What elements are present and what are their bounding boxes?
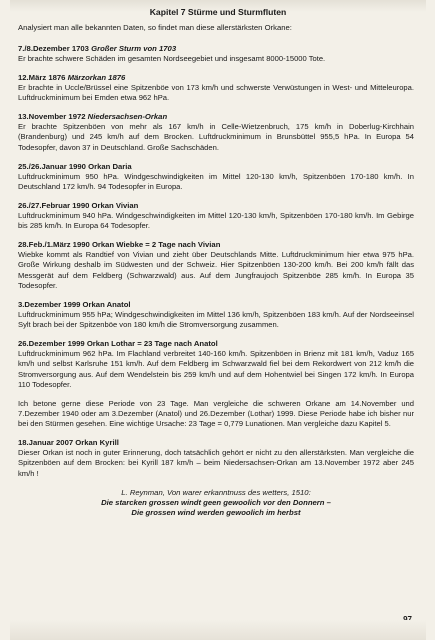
storm-text: Luftdruckminimum 962 hPa. Im Flachland verbreitet 140-160 km/h. Spitzenböen in Brienz mit 181 km/h, Vaduz 165 km/h und selbst Karlsruhe 151 km/h. Auf dem Feldberg im Schwarzwald fiel bei dem Rekordwert von 212 km/h die Stromversorgung aus. Auf dem Wendelstein bis 259 km/h und auf dem Hohentwiel bei Singen 172 km/h. In Europa 110 Todesopfer. xyxy=(18,348,414,389)
storm-name: Orkan Vivian xyxy=(91,200,139,210)
storm-heading xyxy=(18,240,414,250)
storm-date: 3.Dezember 1999 xyxy=(18,299,81,309)
storm-entry xyxy=(18,162,414,193)
storm-text: Er brachte schwere Schäden im gesamten Nordseegebiet und insgesamt 8000-15000 Tote. xyxy=(18,54,326,63)
storm-text: Wiebke kommt als Randtief von Vivian und zieht über Deutschlands Mitte. Luftdruckminimum hier etwa 975 hPa. Große Wirkung deshalb im Südwesten und der Schweiz. Hier Spitzenböen 130-200 km/h. Bei 200 km/h fällt das Messgerät auf dem Feldberg (Schwarzwald) aus. Auf dem Jungfraujoch Spitzenböe 285 km/h. In Europa 35 Todesopfer. xyxy=(18,249,414,290)
storm-name: Orkan Anatol xyxy=(82,299,131,309)
storm-date: 28.Feb./1.März 1990 xyxy=(18,239,90,249)
content xyxy=(18,44,414,519)
storm-heading xyxy=(18,112,414,122)
storm-name: Orkan Daria xyxy=(88,161,132,171)
storm-date: 13.November 1972 xyxy=(18,112,86,122)
storm-entry xyxy=(18,300,414,331)
storm-heading xyxy=(18,44,414,54)
storm-date: 26./27.Februar 1990 xyxy=(18,200,90,210)
storm-name: Großer Sturm von 1703 xyxy=(91,44,177,53)
closing-quote xyxy=(18,488,414,519)
storm-date: 7./8.Dezember 1703 xyxy=(18,44,89,53)
storm-name: Märzorkan 1876 xyxy=(67,72,126,82)
storm-heading xyxy=(18,201,414,211)
storm-heading xyxy=(18,300,414,310)
storm-heading xyxy=(18,73,414,83)
storm-entry xyxy=(18,201,414,232)
storm-date: 25./26.Januar 1990 xyxy=(18,161,86,171)
storm-entry xyxy=(18,112,414,153)
book-page xyxy=(10,0,426,640)
storm-date: 18.Januar 2007 xyxy=(18,438,74,448)
storm-text: Er brachte Spitzenböen von mehr als 167 km/h in Celle-Wietzenbruch, 175 km/h in Doberlug-Kirchhain (Brandenburg) und 245 km/h auf dem Brocken. Luftdruckminimum in Brunsbüttel 955,5 hPa. In Europa 54 Todesopfer, davon 37 in Deutschland. Große Sachschäden. xyxy=(18,122,414,152)
storm-name: Niedersachsen-Orkan xyxy=(87,112,168,122)
period-note: Ich betone gerne diese Periode von 23 Tage. Man vergleiche die schweren Orkane am 14.November und 7.Dezember 1940 oder am 3.Dezember (Anatol) und 26.Dezember (Lothar) 1999. Diese Periode habe ich bisher nur bei den Stürmen gesehen. Eine wichtige Ursache: 23 Tage = 0,779 Lunationen. Man vergleiche dazu Kapitel 5. xyxy=(18,398,414,429)
storm-text: Luftdruckminimum 955 hPa; Windgeschwindigkeiten im Mittel 136 km/h, Spitzenböen 183 km/h. Auf der Nordseeinsel Sylt brach bei der Spitzenböe von 180 km/h die Stromversorgung zusammen. xyxy=(18,309,414,330)
quote-line: Die starcken grossen windt geen gewoolich vor den Donnern – xyxy=(101,497,331,507)
storm-entry xyxy=(18,73,414,104)
storm-text: Luftdruckminimum 940 hPa. Windgeschwindigkeiten im Mittel 120-130 km/h, Spitzenböen 170-180 km/h. Im Gebirge bis 285 km/h. In Europa 64 Todesopfer. xyxy=(18,210,414,231)
chapter-header: Kapitel 7 Stürme und Sturmfluten xyxy=(149,7,287,17)
storm-heading xyxy=(18,438,414,448)
intro-text: Analysiert man alle bekannten Daten, so findet man diese allerstärksten Orkane: xyxy=(18,23,292,32)
quote-attribution: L. Reynman, Von warer erkanntnuss des wetters, 1510: xyxy=(121,487,311,497)
quote-line: Die grossen wind werden gewoolich im herbst xyxy=(131,508,301,518)
storm-date: 12.März 1876 xyxy=(18,72,66,82)
storm-text: Dieser Orkan ist noch in guter Erinnerung, doch tatsächlich gehört er nicht zu den allerstärksten. Man vergleiche die Spitzenböen auf dem Brocken: bei Kyrill 187 km/h – beim Niedersachsen-Orkan am 13.November 1972 aber 245 km/h ! xyxy=(18,448,414,478)
bleed-through-bottom xyxy=(10,620,426,640)
storm-entry xyxy=(18,44,414,64)
storm-entry xyxy=(18,438,414,479)
storm-name: Orkan Wiebke = 2 Tage nach Vivian xyxy=(91,239,221,249)
storm-heading xyxy=(18,339,414,349)
storm-entry xyxy=(18,339,414,390)
storm-entry xyxy=(18,240,414,291)
storm-name: Orkan Kyrill xyxy=(75,438,119,448)
storm-name: Orkan Lothar = 23 Tage nach Anatol xyxy=(86,338,218,348)
storm-text: Er brachte in Uccle/Brüssel eine Spitzenböe von 173 km/h und schwerste Verwüstungen in West- und Mitteleuropa. Luftdruckminimum bei Emden etwa 962 hPa. xyxy=(18,82,414,103)
storm-text: Luftdruckminimum 950 hPa. Windgeschwindigkeiten im Mittel 120-130 km/h, Spitzenböen 170-180 km/h. In Deutschland 172 km/h. 94 Todesopfer in Europa. xyxy=(18,171,414,191)
storm-date: 26.Dezember 1999 xyxy=(18,338,85,348)
storm-heading xyxy=(18,162,414,172)
